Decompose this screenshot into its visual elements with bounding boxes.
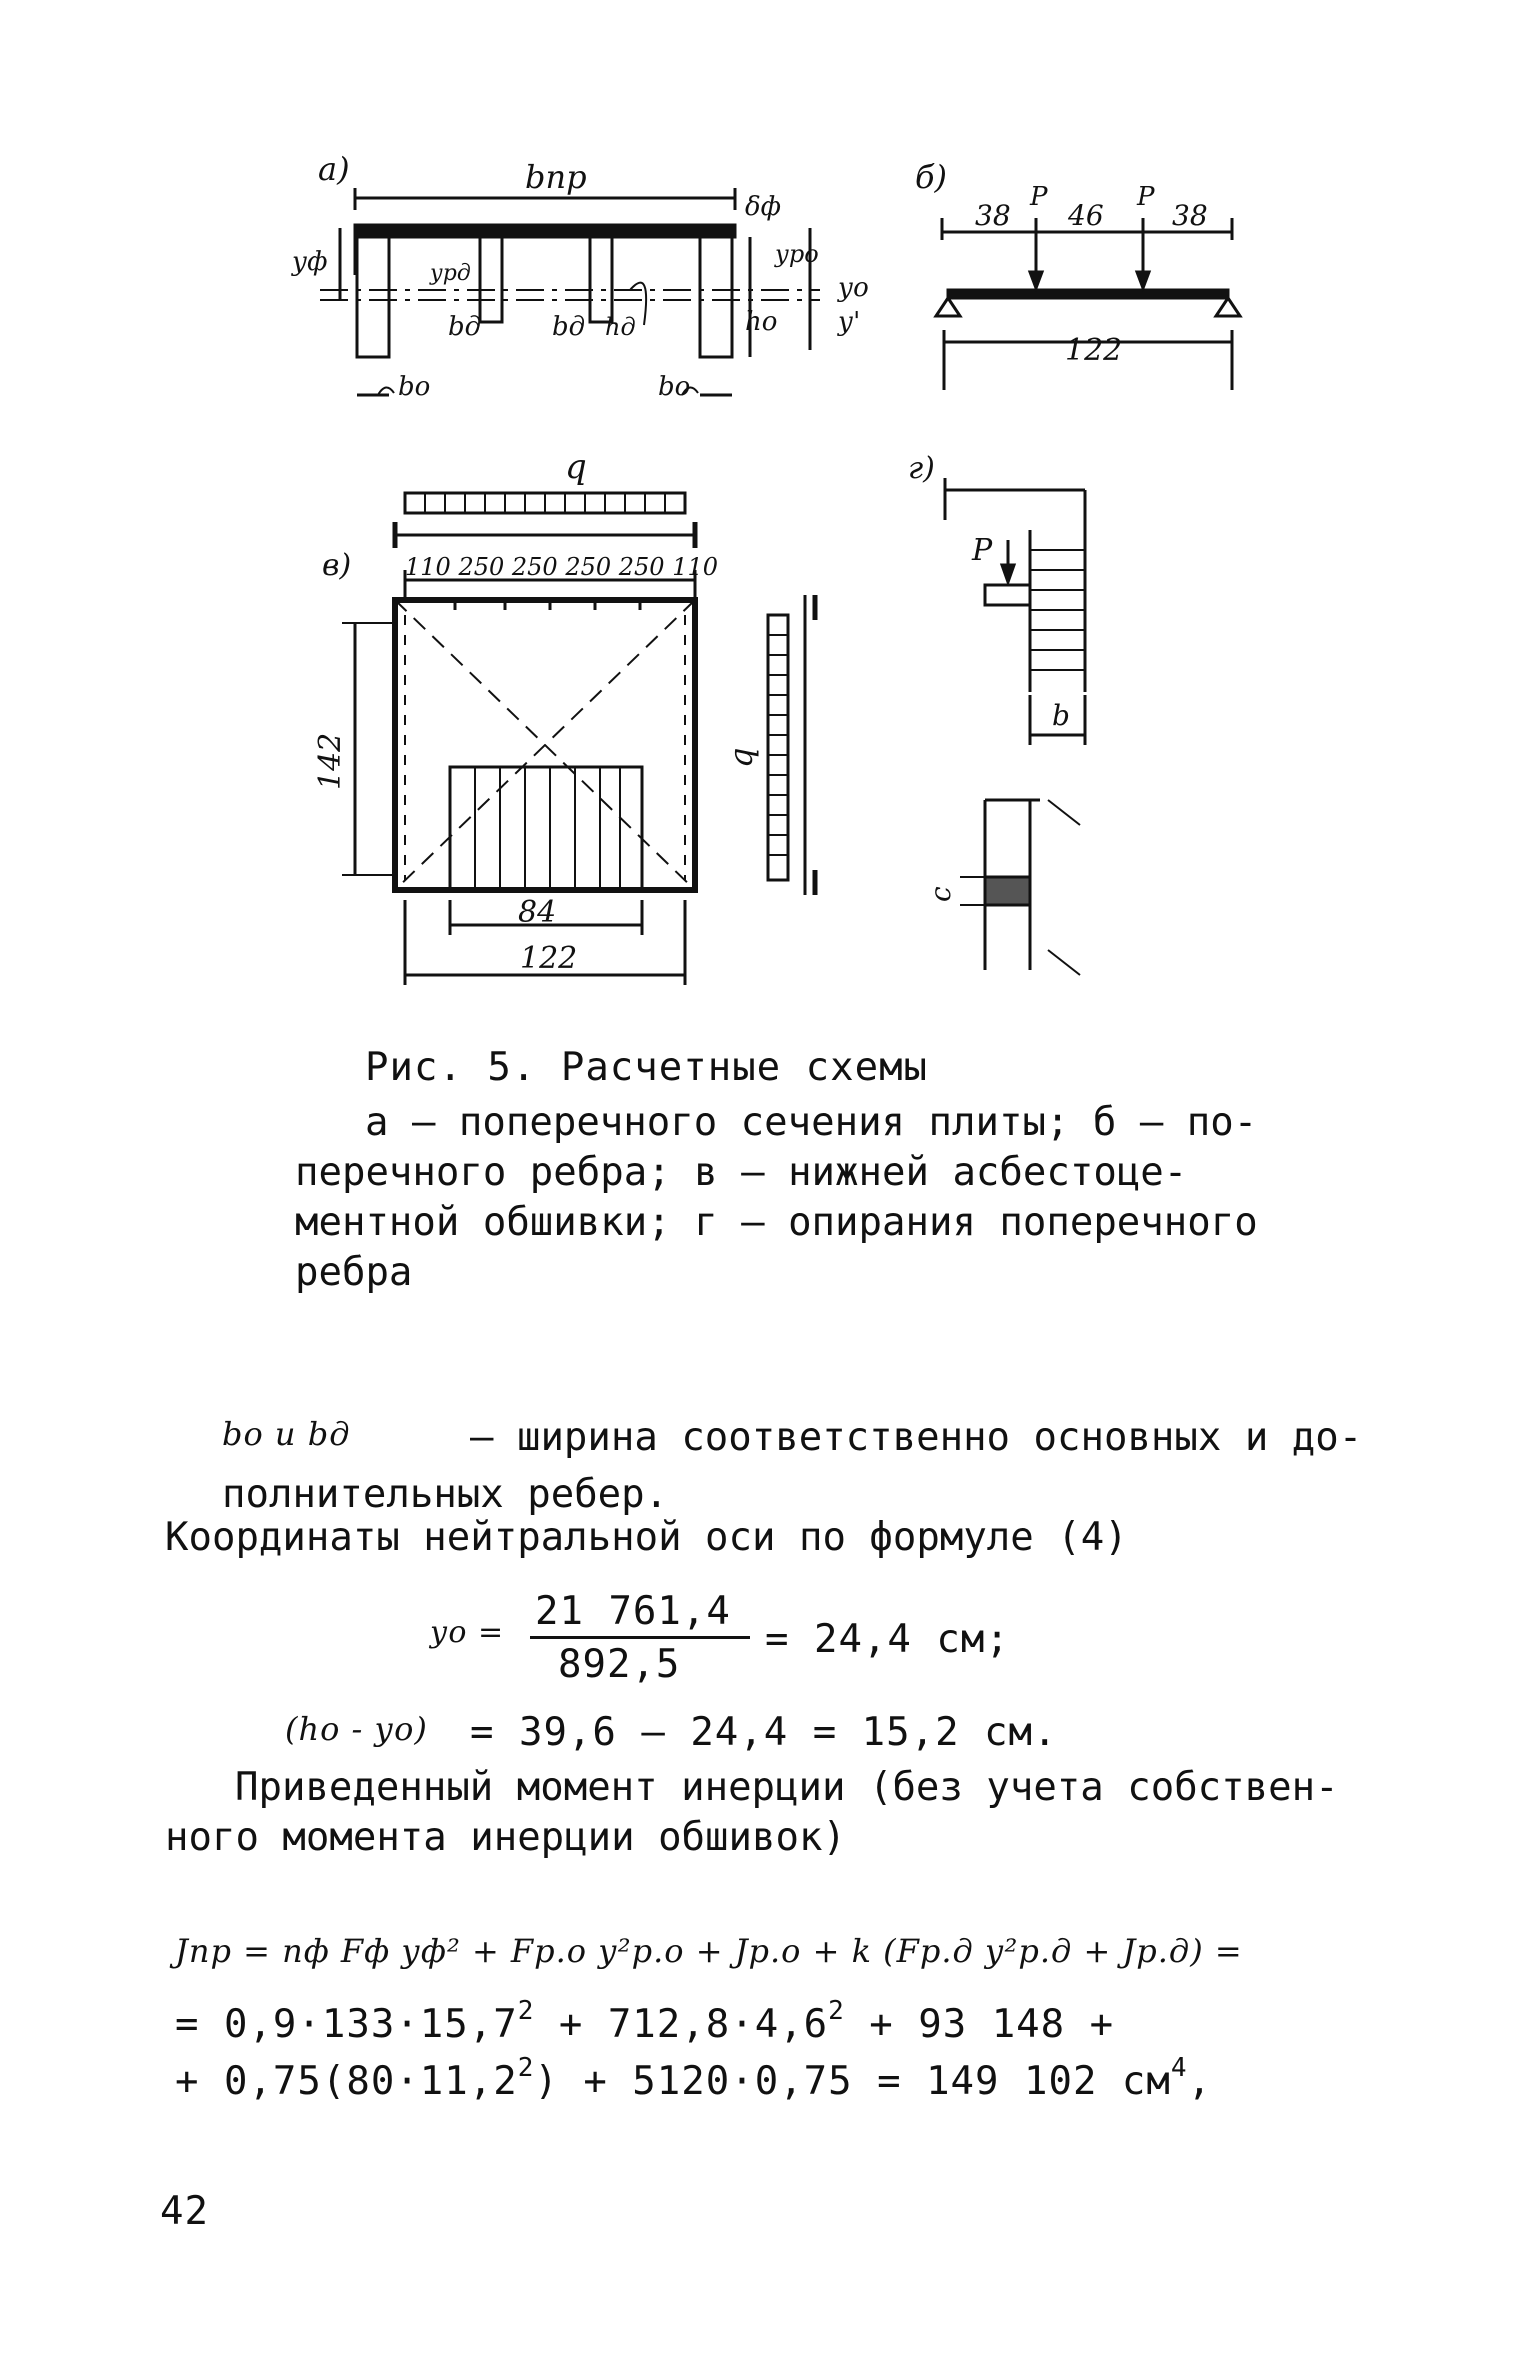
label-b-o-1: bо [398,372,431,402]
y0-numerator: 21 761,4 [535,1589,731,1634]
formula-2-part-b: + 712,8·4,6 [534,2002,829,2047]
formula-2-exp-2: 2 [828,1996,845,2026]
formula-3-exp-2: 4 [1170,2053,1188,2083]
panel-g-tag: г) [908,451,935,486]
label-delta-f: δф [745,192,782,222]
label-b-d-1: bд [448,312,482,342]
def-text: – ширина соответственно основных и до- [470,1415,1363,1460]
label-inner-width: 84 [518,895,557,930]
y0-denominator: 892,5 [558,1642,681,1687]
label-right-span: 38 [1172,199,1208,232]
formula-line-2 [175,1996,1115,2047]
caption-line-4: ребра [295,1250,413,1295]
label-load-g: P [972,533,993,568]
formula-2-exp-1: 2 [517,1996,535,2026]
label-mid-span: 46 [1068,199,1104,232]
def-text-2: полнительных ребер. [222,1472,669,1517]
inertia-text-1: Приведенный момент инерции (без учета собствен- [235,1765,1339,1810]
label-h-d: hд [605,313,636,341]
label-total-width: 122 [520,941,578,976]
page-number: 42 [160,2189,209,2234]
label-b-o-2: bо [658,372,691,402]
coord-heading: Координаты нейтральной оси по формуле (4) [165,1515,1128,1560]
y0-label: уо = [430,1615,505,1650]
caption-line-1: а – поперечного сечения плиты; б – по- [365,1100,1258,1145]
caption-line-3: ментной обшивки; г – опирания поперечного [295,1200,1258,1245]
inertia-text-2: ного момента инерции обшивок) [165,1815,846,1860]
caption-line-2: перечного ребра; в – нижней асбестоце- [295,1150,1188,1195]
label-q-top: q [565,447,587,487]
caption-lead: Рис. 5. Расчетные схемы [365,1045,929,1090]
label-b-pr: bпр [525,158,587,196]
label-y-pd: урд [430,261,471,286]
panel-v-tag: в) [322,548,352,583]
label-b-d-2: bд [552,312,586,342]
formula-line-1: Jпр = nф Fф уф² + Fр.о у²р.о + Jр.о + k (Fр.д у²р.д + Jр.д) = [175,1932,1243,1970]
h0-expression: (hо - уо) [285,1710,428,1748]
label-height: 142 [313,732,348,790]
label-h-o: hо [745,307,778,337]
formula-3-part-a: + 0,75(80·11,2 [175,2059,518,2104]
formula-2-part-a: = 0,9·133·15,7 [175,2002,518,2047]
h0-result: = 39,6 – 24,4 = 15,2 см. [470,1710,1058,1755]
y0-result: = 24,4 см; [765,1617,1010,1662]
label-q-side: q [722,747,760,768]
label-left-span: 38 [975,199,1011,232]
label-gap-c: c [924,886,957,902]
formula-3-exp-1: 2 [517,2053,535,2083]
def-symbols: bо и bд [222,1415,351,1453]
label-y-f: уф [292,247,328,277]
label-load-1: P [1030,182,1048,212]
label-load-2: P [1137,182,1155,212]
panel-b-tag: б) [915,158,948,196]
formula-3-part-c: , [1187,2059,1213,2104]
label-total-span-b: 122 [1065,333,1123,368]
label-spacings: 110 250 250 250 250 110 [405,553,718,581]
figure-5 [0,0,1536,1010]
formula-line-3 [175,2053,1213,2104]
formula-2-part-c: + 93 148 + [844,2002,1115,2047]
fraction-bar [530,1636,750,1639]
formula-3-part-b: ) + 5120·0,75 = 149 102 см [534,2059,1171,2104]
label-y-prime: у' [838,307,861,337]
label-y-po: уро [775,240,819,268]
label-width-b: b [1052,699,1070,732]
panel-a-tag: a) [318,150,350,188]
label-y-o: уо [838,273,869,303]
